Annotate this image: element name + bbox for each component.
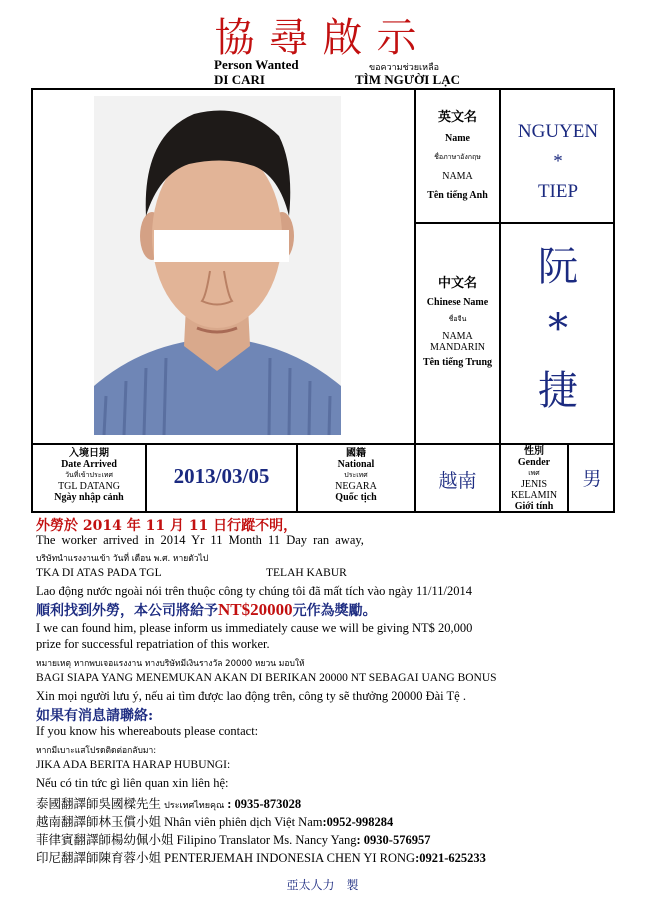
national-label-en: National xyxy=(337,459,375,470)
contact-1-phone: :0952-998284 xyxy=(322,815,394,829)
ran-away-id-1: TKA DI ATAS PADA TGL xyxy=(36,567,162,579)
name-zh-label-group xyxy=(416,272,499,368)
name-zh-char1: 阮 xyxy=(538,244,578,290)
contact-0-prefix: 泰國翻譯師吳國樑先生 xyxy=(36,797,165,811)
name-en-label-vi: Tên tiếng Anh xyxy=(427,190,488,201)
ran-away-th: บริษัทนำแรงงานเข้า วันที่ เดือน พ.ศ. หายตัวไป xyxy=(36,554,209,564)
national-value: 越南 xyxy=(438,470,477,492)
name-zh-label-en: Chinese Name xyxy=(426,297,489,308)
poster-title: 協尋啟示 xyxy=(214,15,431,61)
ran-away-en: The worker arrived in 2014 Yr 11 Month 11 Day ran away, xyxy=(36,533,364,547)
gender-label-id: JENIS KELAMIN xyxy=(510,479,558,501)
name-en-value xyxy=(501,117,615,207)
reward-vi: Xin mọi người lưu ý, nếu ai tìm được lao động trên, công ty sẽ thưởng 20000 Đài Tệ . xyxy=(36,689,466,703)
national-label-id: NEGARA xyxy=(335,481,377,492)
name-zh-value xyxy=(501,236,615,422)
tim-nguoi-lac-label: TÌM NGƯỜI LẠC xyxy=(355,72,460,87)
contact-3-prefix: 印尼翻譯師陳育蓉小姐 PENTERJEMAH INDONESIA CHEN YI RONG xyxy=(36,851,416,865)
gender-label-group xyxy=(501,446,567,512)
reward-zh-pre: 順利找到外勞，本公司將給予 xyxy=(36,603,218,619)
contact-2-prefix: 菲律賓翻譯師楊幼佩小姐 Filipino Translator Ms. Nancy Yang xyxy=(36,833,357,847)
contact-0-extra: ประเทศไทยคุณ xyxy=(164,801,228,811)
gender-label-en: Gender xyxy=(517,457,551,468)
reward-th: หมายเหตุ หากพบเจอแรงงาน ทางบริษัทมีเงินรางวัล 20000 หยวน มอบให้ xyxy=(36,659,305,669)
ran-away-id-2: TELAH KABUR xyxy=(266,567,347,579)
national-label-vi: Quốc tịch xyxy=(335,492,377,503)
date-arrived-label-en: Date Arrived xyxy=(61,459,117,470)
contact-id: JIKA ADA BERITA HARAP HUBUNGI: xyxy=(36,759,231,771)
name-zh-star: * xyxy=(548,306,568,352)
national-label-th: ประเทศ xyxy=(344,471,368,479)
name-en-label-group xyxy=(416,106,499,201)
name-en-label-en: Name xyxy=(445,133,470,144)
gender-label-vi: Giới tính xyxy=(514,501,554,512)
date-arrived-label-th: วันที่เข้าประเทศ xyxy=(65,471,113,479)
contact-en: If you know his whereabouts please contact: xyxy=(36,724,259,738)
name-en-label-th: ชื่อภาษาอังกฤษ xyxy=(434,153,481,161)
name-en-label-zh: 英文名 xyxy=(437,110,477,125)
name-en-line2: TIEP xyxy=(537,181,579,202)
name-zh-char2: 捷 xyxy=(538,368,578,414)
name-zh-label-id: NAMA MANDARIN xyxy=(430,331,485,353)
gender-label-zh: 性別 xyxy=(524,446,544,457)
contact-filipino-translator xyxy=(36,830,430,848)
contact-vi: Nếu có tin tức gì liên quan xin liên hệ: xyxy=(36,776,229,790)
reward-zh xyxy=(36,600,377,620)
contact-vietnam-translator xyxy=(36,812,393,830)
contact-thai-translator xyxy=(36,794,301,812)
ran-away-vi: Lao động nước ngoài nói trên thuộc công ty chúng tôi đã mất tích vào ngày 11/11/2014 xyxy=(36,584,472,598)
name-zh-label-vi: Tên tiếng Trung xyxy=(422,357,493,368)
person-photo xyxy=(94,96,341,435)
name-en-line1: NGUYEN xyxy=(517,121,599,142)
date-arrived-label-zh: 入境日期 xyxy=(69,448,109,459)
national-label-zh: 國籍 xyxy=(346,448,366,459)
reward-zh-post: 元作為獎勵。 xyxy=(292,603,377,619)
reward-id: BAGI SIAPA YANG MENEMUKAN AKAN DI BERIKAN 20000 NT SEBAGAI UANG BONUS xyxy=(36,672,497,684)
contact-1-prefix: 越南翻譯師林玉償小姐 Nhân viên phiên dịch Việt Nam xyxy=(36,815,323,829)
reward-en-2: prize for successful repatriation of this worker. xyxy=(36,637,270,651)
footer-credit: 亞太人力 製 xyxy=(286,878,359,892)
national-label-group xyxy=(298,448,414,503)
contact-indonesia-translator xyxy=(36,848,486,866)
ran-away-zh: 外勞於 2014 年 11 月 11 日行蹤不明， xyxy=(36,518,298,534)
date-arrived-value: 2013/03/05 xyxy=(173,464,270,488)
date-arrived-label-group xyxy=(33,448,145,503)
person-wanted-label: Person Wanted xyxy=(214,57,299,72)
name-en-star: * xyxy=(553,151,563,172)
name-zh-label-zh: 中文名 xyxy=(437,276,477,291)
date-arrived-label-vi: Ngày nhập cảnh xyxy=(54,492,124,503)
reward-en-1: I we can found him, please inform us immediately cause we will be giving NT$ 20,000 xyxy=(36,621,473,635)
contact-0-phone: : 0935-873028 xyxy=(227,797,302,811)
gender-value: 男 xyxy=(582,468,602,490)
di-cari-label: DI CARI xyxy=(214,72,265,87)
contact-2-phone: : 0930-576957 xyxy=(356,833,431,847)
name-zh-label-th: ชื่อจีน xyxy=(448,315,467,323)
date-arrived-label-id: TGL DATANG xyxy=(58,481,120,492)
contact-zh: 如果有消息請聯絡: xyxy=(36,708,154,724)
gender-label-th: เพศ xyxy=(528,469,540,477)
name-en-label-id: NAMA xyxy=(442,171,473,182)
contact-th: หากมีเบาะแสโปรดติดต่อกลับมา: xyxy=(36,746,157,756)
contact-3-phone: :0921-625233 xyxy=(415,851,486,865)
thai-title: ขอความช่วยเหลือ xyxy=(369,63,439,73)
reward-amount: NT$20000 xyxy=(218,600,293,619)
